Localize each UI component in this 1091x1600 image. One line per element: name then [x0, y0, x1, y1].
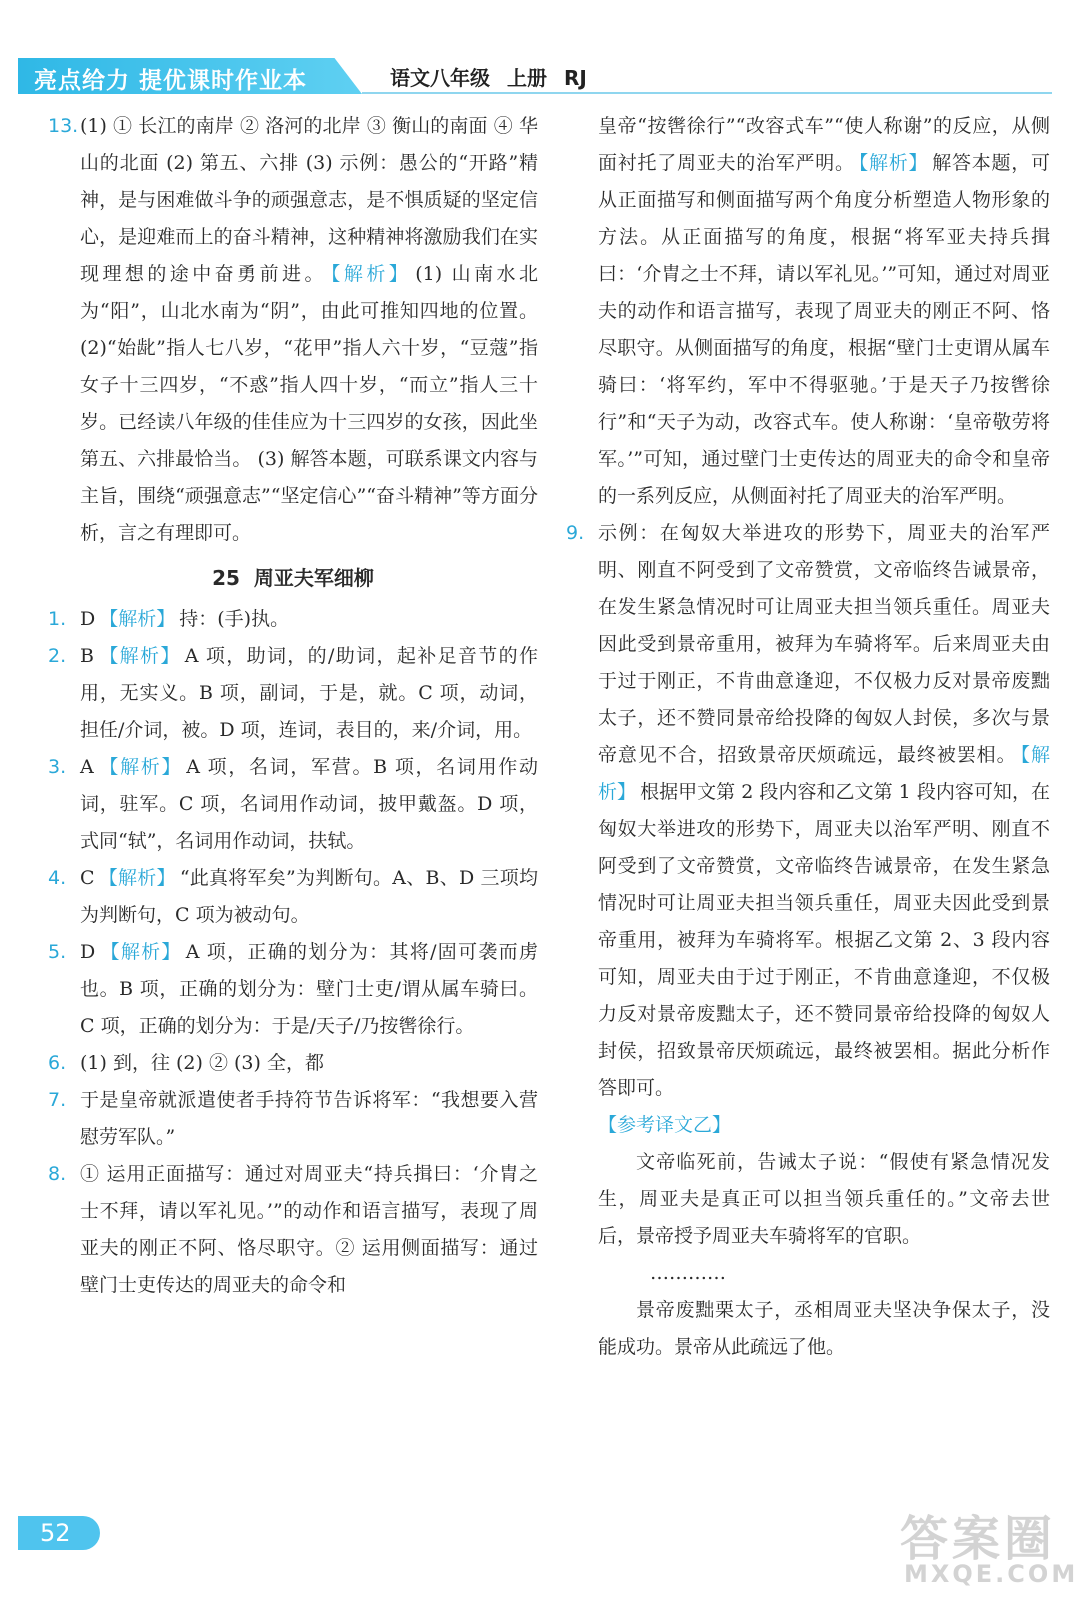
translation-paragraph: 文帝临死前，告诫太子说：“假使有紧急情况发生，周亚夫是真正可以担当领兵重任的。”文帝去世后，景帝授予周亚夫车骑将军的官职。	[598, 1151, 1050, 1247]
answer-item-4	[48, 860, 538, 934]
analysis-text: 根据甲文第 2 段内容和乙文第 1 段内容可知，在匈奴大举进攻的形势下，周亚夫以治军严明、刚直不阿受到了文帝赞赏，文帝临终告诫景帝，在发生紧急情况时可让周亚夫担当领兵重任，周亚夫因此受到景帝重用，被拜为车骑将军。根据乙文第 2、3 段内容可知，周亚夫由于过于刚正，不肯曲意逢迎，不仅极力反对景帝废黜太子，还不赞同景帝给投降的匈奴人封侯，招致景帝厌烦疏远，最终被罢相。据此分析作答即可。	[598, 781, 1050, 1099]
answer-choice: D	[80, 608, 96, 630]
volume-label: 上册	[506, 66, 547, 90]
analysis-text: A 项，名词，军营。B 项，名词用作动词，驻军。C 项，名词用作动词，披甲戴盔。D 项，式同“轼”，名词用作动词，扶轼。	[80, 756, 538, 852]
answer-text: (1) 到，往 (2) ② (3) 全，都	[80, 1052, 324, 1074]
item-number: 7.	[48, 1089, 67, 1111]
subject-label: 语文八年级	[390, 66, 490, 90]
answer-text: 皇帝“按辔徐行”“改容式车”“使人称谢”的反应，从侧面衬托了周亚夫的治军严明。	[598, 115, 1050, 174]
analysis-tag: 【解析】	[99, 941, 182, 963]
analysis-text: 持：(手)执。	[179, 608, 290, 630]
item-number: 2.	[48, 645, 67, 667]
header-divider	[362, 92, 1052, 94]
item-number: 6.	[48, 1052, 67, 1074]
answer-item-7	[48, 1082, 538, 1156]
analysis-tag: 【解析】	[97, 756, 183, 778]
item-number: 3.	[48, 756, 67, 778]
lesson-title: 周亚夫军细柳	[253, 566, 374, 590]
analysis-text: A 项，正确的划分为：其将/固可袭而虏也。B 项，正确的划分为：壁门士吏/谓从属车骑曰。C 项，正确的划分为：于是/天子/乃按辔徐行。	[80, 941, 538, 1037]
analysis-text: A 项，助词，的/助词，起补足音节的作用，无实义。B 项，副词，于是，就。C 项，动词，担任/介词，被。D 项，连词，表目的，来/介词，用。	[80, 645, 538, 741]
answer-item-8	[48, 1156, 538, 1304]
answer-choice: D	[80, 941, 96, 963]
analysis-tag: 【解析】	[330, 263, 412, 285]
answer-item-9	[566, 515, 1050, 1107]
watermark-url: MXQE.COM	[904, 1560, 1079, 1588]
answer-item-3	[48, 749, 538, 860]
reference-translation-title: 【参考译文乙】	[598, 1114, 732, 1136]
translation-paragraph: 景帝废黜栗太子，丞相周亚夫坚决争保太子，没能成功。景帝从此疏远了他。	[598, 1299, 1050, 1358]
answer-choice: B	[80, 645, 94, 667]
item-number: 4.	[48, 867, 67, 889]
answer-item-1	[48, 601, 538, 638]
answer-text: 于是皇帝就派遣使者手持符节告诉将军：“我想要入营慰劳军队。”	[80, 1089, 538, 1148]
item-number: 1.	[48, 608, 67, 630]
edition-label: RJ	[563, 66, 587, 90]
answer-item-13	[48, 108, 538, 552]
analysis-tag: 【解析】	[97, 645, 181, 667]
right-column	[566, 108, 1050, 1366]
answer-item-2	[48, 638, 538, 749]
analysis-text: “此真将军矣”为判断句。A、B、D 三项均为判断句，C 项为被动句。	[80, 867, 538, 926]
page-number: 52	[18, 1516, 100, 1550]
analysis-text: (1) 山南水北为“阳”，山北水南为“阴”，由此可推知四地的位置。 (2)“始龀”指人七八岁，“花甲”指人六十岁，“豆蔻”指女子十三四岁，“不惑”指人四十岁，“而立”指人三十岁。已经读八年级的佳佳应为十三四岁的女孩，因此坐第五、六排最恰当。 (3) 解答本题，可联系课文内容与主旨，围绕“顽强意志”“坚定信心”“奋斗精神”等方面分析，言之有理即可。	[80, 263, 538, 544]
watermark-logo	[890, 1500, 1079, 1590]
answer-item-6	[48, 1045, 538, 1082]
answer-choice: A	[80, 756, 94, 778]
brand-title: 亮点给力 提优课时作业本	[34, 68, 308, 94]
answer-text: (1) ① 长江的南岸 ② 洛河的北岸 ③ 衡山的南面 ④ 华山的北面 (2) 第五、六排 (3) 示例：愚公的“开路”精神，是与困难做斗争的顽强意志，是不惧质疑的坚定信心，是迎难而上的奋斗精神，这种精神将激励我们在实现理想的途中奋勇前进。	[80, 115, 538, 285]
item-number: 5.	[48, 941, 67, 963]
header-bar	[18, 58, 1058, 98]
analysis-tag: 【解析】	[99, 608, 176, 630]
lesson-number: 25	[212, 566, 240, 590]
answer-item-8-continued	[566, 108, 1050, 515]
analysis-tag: 【解析】	[598, 744, 1050, 803]
section-title	[48, 560, 538, 597]
answer-item-5	[48, 934, 538, 1045]
watermark-text: 答案圈	[900, 1511, 1057, 1567]
item-number: 9.	[566, 522, 585, 544]
ellipsis-divider: …………	[650, 1262, 726, 1284]
reference-translation-heading	[566, 1107, 1050, 1144]
analysis-tag: 【解析】	[98, 867, 176, 889]
item-number: 13.	[48, 115, 79, 137]
book-info	[390, 62, 587, 91]
answer-text: ① 运用正面描写：通过对周亚夫“持兵揖曰：‘介胄之士不拜，请以军礼见。’”的动作和语言描写，表现了周亚夫的刚正不阿、恪尽职守。② 运用侧面描写：通过壁门士吏传达的周亚夫的命令和	[80, 1163, 538, 1296]
analysis-tag: 【解析】	[858, 152, 929, 174]
answer-choice: C	[80, 867, 95, 889]
item-number: 8.	[48, 1163, 67, 1185]
left-column	[48, 108, 538, 1304]
analysis-text: 解答本题，可从正面描写和侧面描写两个角度分析塑造人物形象的方法。从正面描写的角度，根据“将军亚夫持兵揖曰：‘介胄之士不拜，请以军礼见。’”可知，通过对周亚夫的动作和语言描写，表现了周亚夫的刚正不阿、恪尽职守。从侧面描写的角度，根据“壁门士吏谓从属车骑曰：‘将军约，军中不得驱驰。’于是天子乃按辔徐行”和“天子为动，改容式车。使人称谢：‘皇帝敬劳将军。’”可知，通过壁门士吏传达的周亚夫的命令和皇帝的一系列反应，从侧面衬托了周亚夫的治军严明。	[598, 152, 1050, 507]
answer-text: 示例：在匈奴大举进攻的形势下，周亚夫的治军严明、刚直不阿受到了文帝赞赏，文帝临终告诫景帝，在发生紧急情况时可让周亚夫担当领兵重任。周亚夫因此受到景帝重用，被拜为车骑将军。后来周亚夫由于过于刚正，不肯曲意逢迎，不仅极力反对景帝废黜太子，还不赞同景帝给投降的匈奴人封侯，多次与景帝意见不合，招致景帝厌烦疏远，最终被罢相。	[598, 522, 1050, 766]
